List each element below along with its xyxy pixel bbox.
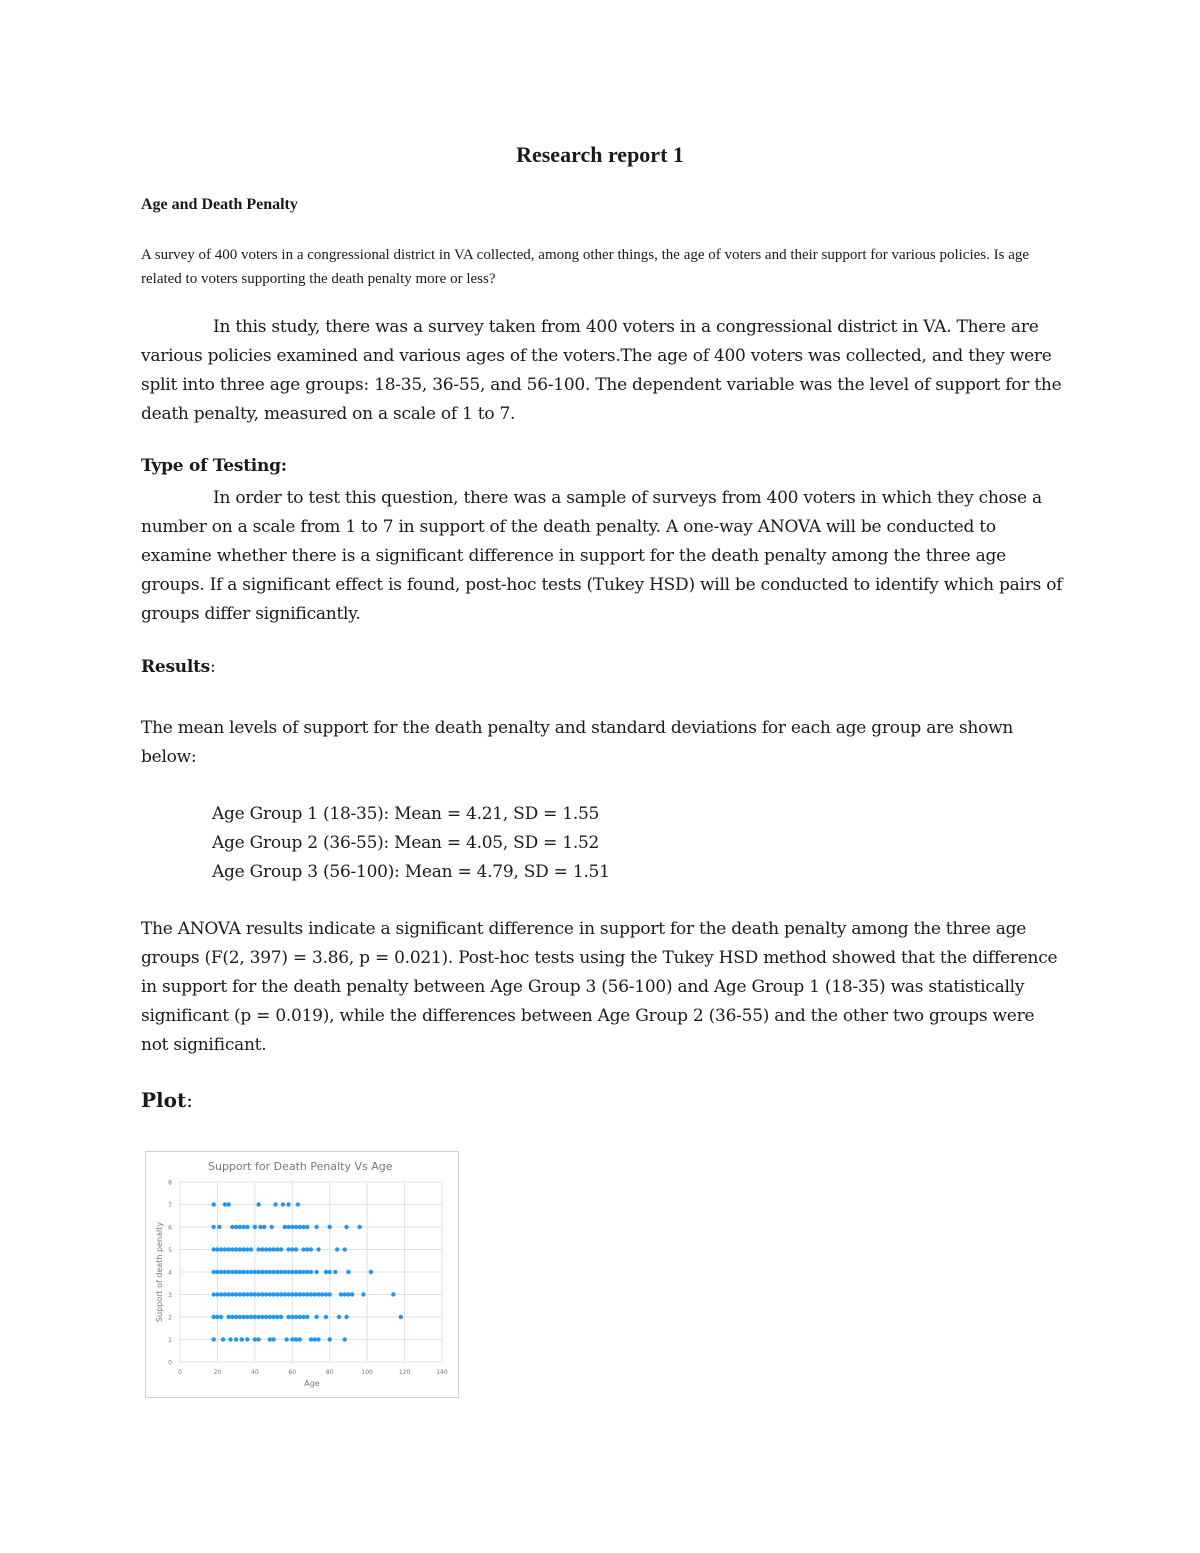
scatter-point (245, 1292, 249, 1296)
scatter-point (253, 1292, 257, 1296)
x-tick-label: 60 (288, 1369, 297, 1376)
scatter-point (264, 1270, 268, 1274)
scatter-point (305, 1247, 309, 1251)
scatter-point (298, 1270, 302, 1274)
scatter-point (284, 1337, 288, 1341)
scatter-point (215, 1315, 219, 1319)
scatter-point (286, 1202, 290, 1206)
scatter-point (290, 1270, 294, 1274)
scatter-chart (145, 1151, 459, 1398)
scatter-point (298, 1315, 302, 1319)
scatter-point (260, 1270, 264, 1274)
scatter-point (314, 1270, 318, 1274)
scatter-point (296, 1202, 300, 1206)
scatter-point (305, 1315, 309, 1319)
scatter-point (271, 1270, 275, 1274)
results-heading (141, 657, 216, 677)
scatter-point (258, 1225, 262, 1229)
scatter-point (268, 1270, 272, 1274)
scatter-point (241, 1225, 245, 1229)
scatter-point (241, 1247, 245, 1251)
x-tick-label: 20 (213, 1369, 222, 1376)
scatter-point (223, 1247, 227, 1251)
scatter-point (283, 1292, 287, 1296)
scatter-point (223, 1202, 227, 1206)
scatter-point (328, 1337, 332, 1341)
scatter-point (279, 1270, 283, 1274)
scatter-point (313, 1292, 317, 1296)
y-tick-label: 8 (168, 1179, 172, 1187)
scatter-point (270, 1225, 274, 1229)
plot-heading (141, 1088, 193, 1112)
scatter-point (369, 1270, 373, 1274)
scatter-point (245, 1225, 249, 1229)
scatter-point (290, 1315, 294, 1319)
anova-paragraph (141, 915, 1066, 1060)
scatter-point (211, 1315, 215, 1319)
scatter-point (294, 1315, 298, 1319)
scatter-point (286, 1292, 290, 1296)
y-axis-label: Support of death penalty (155, 1221, 164, 1323)
y-tick-label: 4 (168, 1269, 172, 1277)
scatter-point (342, 1247, 346, 1251)
scatter-point (219, 1315, 223, 1319)
scatter-point (256, 1292, 260, 1296)
scatter-chart-svg (146, 1152, 458, 1397)
scatter-point (268, 1337, 272, 1341)
scatter-point (234, 1225, 238, 1229)
scatter-point (241, 1270, 245, 1274)
scatter-point (286, 1315, 290, 1319)
scatter-point (226, 1270, 230, 1274)
scatter-point (238, 1315, 242, 1319)
scatter-point (253, 1315, 257, 1319)
scatter-point (260, 1315, 264, 1319)
results-heading-colon: : (210, 657, 216, 677)
scatter-point (301, 1292, 305, 1296)
scatter-point (260, 1292, 264, 1296)
scatter-point (361, 1292, 365, 1296)
scatter-point (260, 1247, 264, 1251)
scatter-point (305, 1270, 309, 1274)
scatter-point (256, 1315, 260, 1319)
x-tick-label: 140 (436, 1369, 448, 1376)
scatter-point (275, 1315, 279, 1319)
scatter-point (240, 1337, 244, 1341)
scatter-point (324, 1315, 328, 1319)
scatter-point (211, 1202, 215, 1206)
scatter-point (273, 1202, 277, 1206)
scatter-point (271, 1247, 275, 1251)
testing-heading: Type of Testing: (141, 456, 287, 476)
scatter-point (215, 1247, 219, 1251)
results-heading-label: Results (141, 657, 211, 677)
scatter-point (230, 1225, 234, 1229)
scatter-point (301, 1225, 305, 1229)
scatter-point (226, 1202, 230, 1206)
plot-heading-colon: : (186, 1088, 193, 1112)
scatter-point (342, 1337, 346, 1341)
scatter-point (290, 1337, 294, 1341)
scatter-point (275, 1292, 279, 1296)
scatter-point (305, 1225, 309, 1229)
x-axis-label: Age (304, 1379, 320, 1388)
scatter-point (298, 1225, 302, 1229)
scatter-point (241, 1315, 245, 1319)
plot-heading-label: Plot (141, 1088, 187, 1112)
scatter-point (294, 1225, 298, 1229)
section-subheading: Age and Death Penalty (141, 196, 298, 213)
scatter-point (249, 1247, 253, 1251)
scatter-point (294, 1292, 298, 1296)
scatter-point (211, 1270, 215, 1274)
x-tick-label: 100 (361, 1369, 373, 1376)
scatter-point (268, 1247, 272, 1251)
scatter-point (211, 1225, 215, 1229)
scatter-point (316, 1247, 320, 1251)
scatter-point (230, 1247, 234, 1251)
scatter-point (286, 1270, 290, 1274)
x-tick-label: 0 (178, 1369, 182, 1376)
scatter-point (211, 1247, 215, 1251)
scatter-point (344, 1315, 348, 1319)
scatter-point (264, 1247, 268, 1251)
scatter-point (238, 1270, 242, 1274)
scatter-point (226, 1247, 230, 1251)
scatter-point (298, 1292, 302, 1296)
scatter-point (399, 1315, 403, 1319)
scatter-point (253, 1225, 257, 1229)
scatter-point (314, 1225, 318, 1229)
scatter-point (324, 1270, 328, 1274)
scatter-point (264, 1292, 268, 1296)
scatter-point (328, 1225, 332, 1229)
testing-paragraph (141, 484, 1066, 629)
scatter-point (256, 1202, 260, 1206)
scatter-point (281, 1202, 285, 1206)
results-intro-text: The mean levels of support for the death penalty and standard deviations for each age group are shown below: (141, 718, 1014, 767)
x-tick-label: 40 (251, 1369, 259, 1376)
chart-title: Support for Death Penalty Vs Age (208, 1160, 393, 1173)
scatter-point (316, 1337, 320, 1341)
scatter-point (279, 1315, 283, 1319)
scatter-point (249, 1270, 253, 1274)
group-stat-1: Age Group 1 (18-35): Mean = 4.21, SD = 1.55 (212, 804, 600, 824)
scatter-point (249, 1292, 253, 1296)
scatter-point (241, 1292, 245, 1296)
y-tick-label: 3 (168, 1292, 172, 1299)
results-intro (141, 714, 1066, 772)
scatter-point (221, 1337, 225, 1341)
y-tick-label: 0 (168, 1359, 172, 1367)
scatter-point (219, 1292, 223, 1296)
scatter-point (223, 1292, 227, 1296)
scatter-point (350, 1292, 354, 1296)
group-stats-list (212, 800, 610, 887)
scatter-point (328, 1270, 332, 1274)
scatter-point (228, 1337, 232, 1341)
scatter-point (333, 1270, 337, 1274)
scatter-point (314, 1315, 318, 1319)
scatter-point (256, 1270, 260, 1274)
y-tick-label: 5 (168, 1247, 172, 1254)
scatter-point (245, 1270, 249, 1274)
scatter-point (309, 1270, 313, 1274)
x-tick-label: 80 (325, 1369, 334, 1376)
testing-text: In order to test this question, there was a sample of surveys from 400 voters in which they chose a number on a scale from 1 to 7 in support of the death penalty. A one-way ANOVA will be conducted to examine whether there is a significant difference in support for the death penalty among the three age groups. If a significant effect is found, post-hoc tests (Tukey HSD) will be conducted to identify which pairs of groups differ significantly. (141, 488, 1063, 624)
scatter-point (335, 1247, 339, 1251)
scatter-point (309, 1337, 313, 1341)
scatter-point (298, 1337, 302, 1341)
y-tick-label: 7 (168, 1202, 172, 1209)
scatter-point (223, 1270, 227, 1274)
scatter-point (230, 1315, 234, 1319)
scatter-point (328, 1292, 332, 1296)
scatter-point (357, 1225, 361, 1229)
scatter-point (286, 1225, 290, 1229)
scatter-point (215, 1292, 219, 1296)
scatter-point (309, 1292, 313, 1296)
scatter-point (256, 1337, 260, 1341)
y-tick-label: 2 (168, 1314, 172, 1322)
report-title: Research report 1 (516, 142, 684, 167)
intro-text: In this study, there was a survey taken from 400 voters in a congressional district in VA. There are various policies examined and various ages of the voters.The age of 400 voters was collected, and they were split into three age groups: 18-35, 36-55, and 56-100. The dependent variable was the level of support for the death penalty, measured on a scale of 1 to 7. (141, 317, 1062, 424)
scatter-point (249, 1315, 253, 1319)
scatter-point (256, 1247, 260, 1251)
scatter-point (253, 1270, 257, 1274)
scatter-point (211, 1337, 215, 1341)
scatter-point (264, 1315, 268, 1319)
scatter-point (238, 1247, 242, 1251)
scatter-point (245, 1315, 249, 1319)
scatter-point (290, 1247, 294, 1251)
scatter-point (271, 1315, 275, 1319)
scatter-point (219, 1247, 223, 1251)
chart-ticks (168, 1180, 448, 1377)
x-tick-label: 120 (398, 1369, 411, 1376)
scatter-point (234, 1315, 238, 1319)
scatter-point (344, 1225, 348, 1229)
scatter-point (290, 1225, 294, 1229)
scatter-point (391, 1292, 395, 1296)
scatter-point (316, 1292, 320, 1296)
scatter-point (279, 1247, 283, 1251)
scatter-point (301, 1270, 305, 1274)
scatter-point (268, 1292, 272, 1296)
scatter-point (215, 1270, 219, 1274)
group-stat-3: Age Group 3 (56-100): Mean = 4.79, SD = 1.51 (212, 862, 610, 882)
scatter-point (346, 1270, 350, 1274)
scatter-point (283, 1225, 287, 1229)
scatter-point (226, 1292, 230, 1296)
scatter-point (286, 1247, 290, 1251)
scatter-point (324, 1292, 328, 1296)
scatter-point (271, 1292, 275, 1296)
scatter-point (245, 1247, 249, 1251)
scatter-point (346, 1292, 350, 1296)
scatter-point (337, 1315, 341, 1319)
scatter-point (301, 1315, 305, 1319)
scatter-point (294, 1337, 298, 1341)
scatter-point (253, 1337, 257, 1341)
scatter-point (238, 1292, 242, 1296)
scatter-point (268, 1315, 272, 1319)
group-stat-2: Age Group 2 (36-55): Mean = 4.05, SD = 1.52 (212, 833, 600, 853)
scatter-point (262, 1225, 266, 1229)
y-tick-label: 6 (168, 1224, 172, 1232)
scatter-point (275, 1247, 279, 1251)
scatter-point (234, 1270, 238, 1274)
scatter-point (290, 1292, 294, 1296)
scatter-point (309, 1247, 313, 1251)
scatter-point (217, 1225, 221, 1229)
scatter-point (230, 1292, 234, 1296)
scatter-point (234, 1247, 238, 1251)
scatter-point (279, 1292, 283, 1296)
scatter-point (301, 1247, 305, 1251)
scatter-point (320, 1292, 324, 1296)
research-prompt: A survey of 400 voters in a congressional district in VA collected, among other things, the age of voters and their support for various policies. Is age related to voters supporting the death penalty more or less? (141, 247, 1030, 287)
scatter-point (313, 1337, 317, 1341)
scatter-point (245, 1337, 249, 1341)
scatter-point (234, 1292, 238, 1296)
scatter-point (283, 1270, 287, 1274)
scatter-point (230, 1270, 234, 1274)
scatter-point (339, 1292, 343, 1296)
scatter-point (211, 1292, 215, 1296)
scatter-point (305, 1292, 309, 1296)
scatter-point (219, 1270, 223, 1274)
scatter-point (294, 1270, 298, 1274)
intro-paragraph (141, 313, 1066, 429)
scatter-point (238, 1225, 242, 1229)
scatter-point (226, 1315, 230, 1319)
scatter-point (271, 1337, 275, 1341)
y-tick-label: 1 (168, 1337, 172, 1344)
scatter-point (342, 1292, 346, 1296)
anova-text: The ANOVA results indicate a significant difference in support for the death penalty among the three age groups (F(2, 397) = 3.86, p = 0.021). Post-hoc tests using the Tukey HSD method showed that the difference in support for the death penalty between Age Group 3 (56-100) and Age Group 1 (18-35) was statistically significant (p = 0.019), while the differences between Age Group 2 (36-55) and the other two groups were not significant. (141, 919, 1058, 1055)
scatter-point (275, 1270, 279, 1274)
scatter-point (294, 1247, 298, 1251)
scatter-point (234, 1337, 238, 1341)
